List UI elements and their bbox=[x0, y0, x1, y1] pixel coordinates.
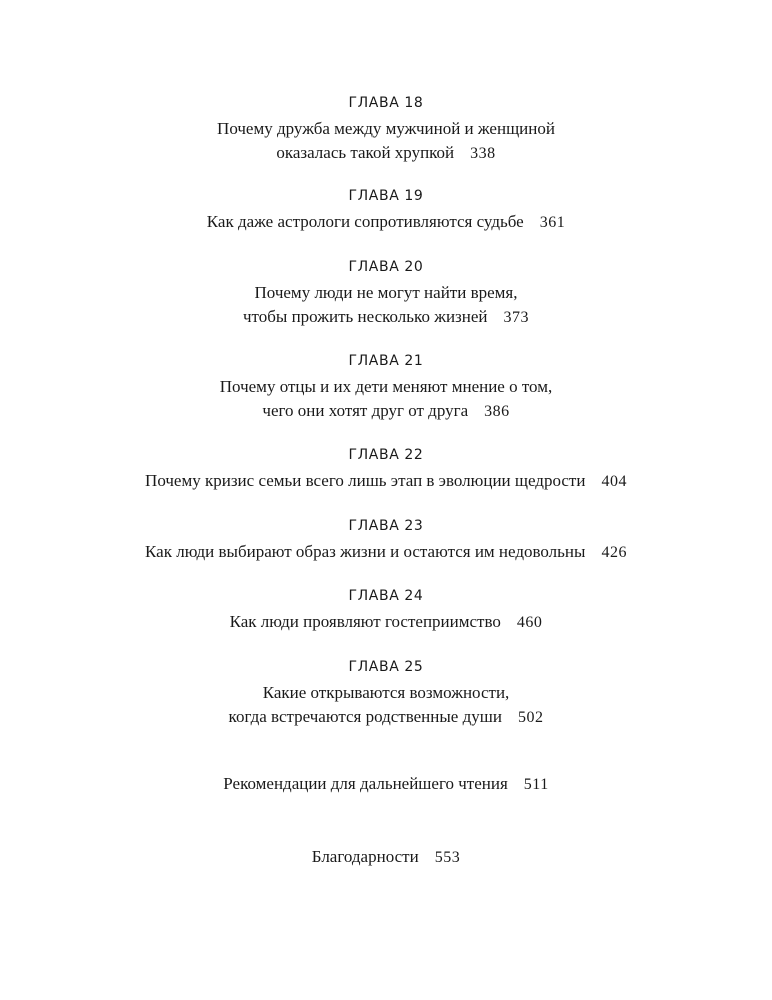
page-number: 511 bbox=[523, 776, 549, 793]
chapter-title bbox=[0, 281, 772, 330]
chapter-title-line: Как люди проявляют гостеприимство 460 bbox=[229, 612, 543, 631]
page-number: 361 bbox=[539, 214, 566, 231]
toc-entry-chapter-19[interactable] bbox=[0, 187, 772, 235]
chapter-title bbox=[0, 681, 772, 730]
chapter-title-line: Почему кризис семьи всего лишь этап в эволюции щедрости 404 bbox=[145, 471, 627, 490]
chapter-label: ГЛАВА 20 bbox=[348, 259, 424, 275]
page-number: 460 bbox=[516, 614, 543, 631]
toc-entry-chapter-20[interactable] bbox=[0, 258, 772, 330]
chapter-title-line: Почему дружба между мужчиной и женщиной bbox=[217, 119, 555, 138]
chapter-title bbox=[0, 210, 772, 235]
toc-entry-chapter-22[interactable] bbox=[0, 446, 772, 494]
chapter-title-line: чего они хотят друг от друга 386 bbox=[262, 401, 510, 420]
chapter-title bbox=[0, 375, 772, 424]
chapter-label: ГЛАВА 24 bbox=[348, 588, 424, 604]
page-number: 386 bbox=[484, 403, 510, 420]
toc-entry-chapter-21[interactable] bbox=[0, 352, 772, 424]
chapter-title-line: Какие открываются возможности, bbox=[262, 683, 510, 702]
acknowledgements-title: Благодарности bbox=[311, 847, 419, 866]
chapter-label: ГЛАВА 22 bbox=[348, 447, 424, 463]
chapter-title-line: Как даже астрологи сопротивляются судьбе 361 bbox=[206, 212, 566, 231]
page-number: 338 bbox=[470, 145, 496, 162]
toc-entry-acknowledgements[interactable] bbox=[0, 845, 772, 870]
chapter-title bbox=[0, 117, 772, 166]
chapter-label: ГЛАВА 23 bbox=[348, 518, 424, 534]
chapter-label: ГЛАВА 21 bbox=[348, 353, 424, 369]
page-number: 553 bbox=[434, 849, 461, 866]
toc-entry-chapter-25[interactable] bbox=[0, 658, 772, 730]
chapter-title bbox=[0, 540, 772, 565]
toc-entry-chapter-24[interactable] bbox=[0, 587, 772, 635]
chapter-title bbox=[0, 610, 772, 635]
chapter-title-line: когда встречаются родственные души 502 bbox=[228, 707, 544, 726]
page-number: 373 bbox=[503, 309, 529, 326]
page-number: 404 bbox=[601, 473, 627, 490]
chapter-label: ГЛАВА 25 bbox=[348, 659, 424, 675]
chapter-title-line: Почему отцы и их дети меняют мнение о том, bbox=[219, 377, 553, 396]
toc-entry-further-reading[interactable] bbox=[0, 772, 772, 797]
page-number: 426 bbox=[601, 544, 627, 561]
chapter-title-line: Почему люди не могут найти время, bbox=[254, 283, 518, 302]
chapter-label: ГЛАВА 19 bbox=[348, 188, 424, 204]
chapter-label: ГЛАВА 18 bbox=[348, 95, 424, 111]
chapter-title-line: чтобы прожить несколько жизней 373 bbox=[243, 307, 529, 326]
toc-entry-chapter-23[interactable] bbox=[0, 517, 772, 565]
chapter-title-line: оказалась такой хрупкой 338 bbox=[276, 143, 496, 162]
page-number: 502 bbox=[517, 709, 544, 726]
toc-entry-chapter-18[interactable] bbox=[0, 94, 772, 166]
further-reading-title: Рекомендации для дальнейшего чтения bbox=[223, 774, 508, 793]
chapter-title-line: Как люди выбирают образ жизни и остаются им недовольны 426 bbox=[145, 542, 627, 561]
chapter-title bbox=[0, 469, 772, 494]
